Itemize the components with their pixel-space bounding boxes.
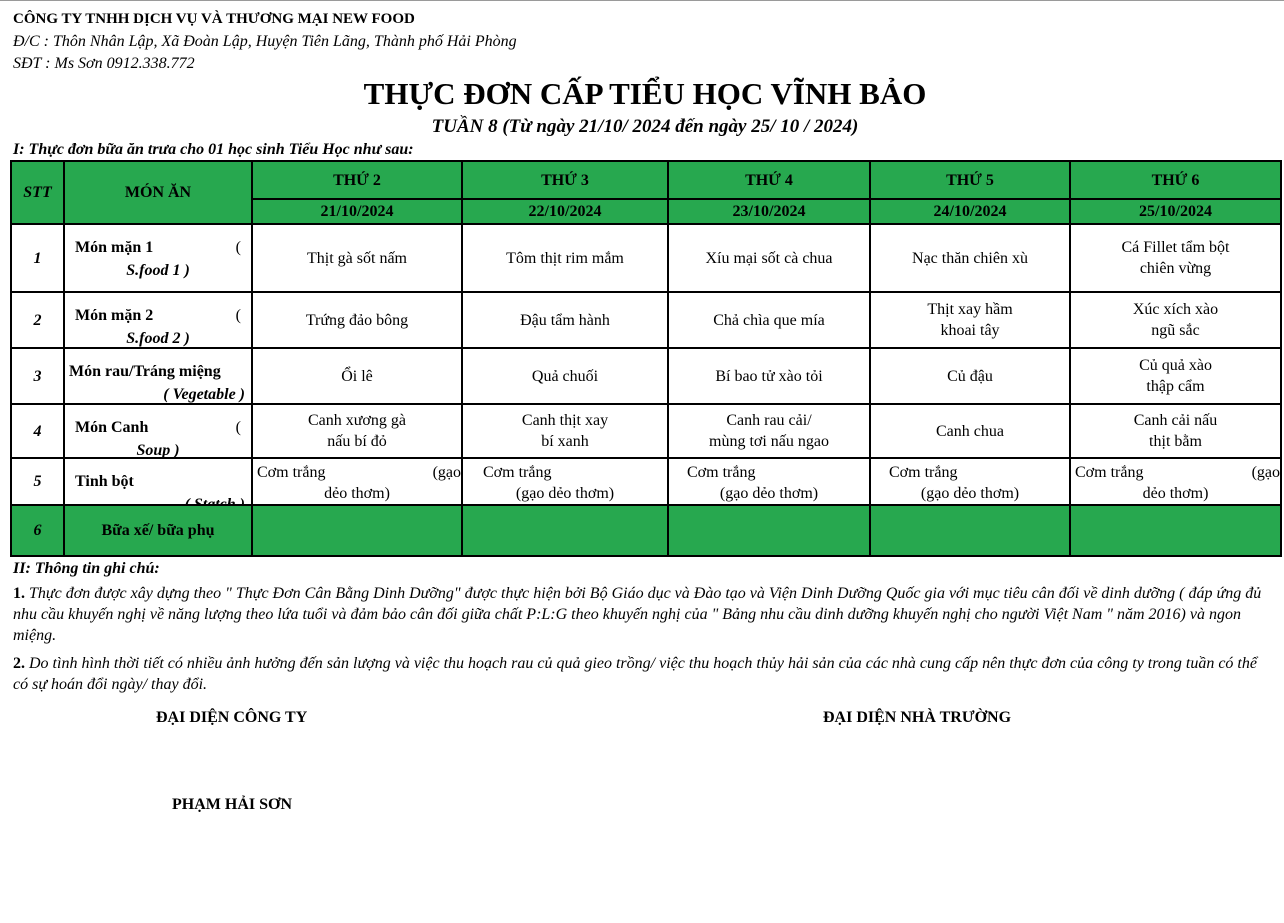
header-day-name: THỨ 3 — [462, 161, 668, 199]
menu-item-line: Cơm trắng — [483, 464, 552, 481]
row-dish-type: Bữa xế/ bữa phụ — [64, 505, 252, 556]
menu-cell — [870, 224, 1070, 292]
dish-type-english: S.food 2 ) — [126, 330, 190, 347]
menu-cell — [252, 505, 462, 556]
note-text: Thực đơn được xây dựng theo " Thực Đơn Cân Bằng Dinh Dưỡng" được thực hiện bởi Bộ Giáo dục và Đào tạo và Viện Dinh Dưỡng Quốc gia với mục tiêu cân đối về dinh dưỡng ( đáp ứng đủ nhu cầu khuyến nghị về năng lượng theo lứa tuổi và đảm bảo cân đối giữa chất P:L:G theo khuyến nghị của " Bảng nhu cầu dinh dưỡng khuyến nghị cho người Việt Nam " năm 2016) và ngon miệng. — [13, 585, 1262, 644]
note-2 — [13, 653, 1273, 695]
menu-cell — [668, 292, 870, 348]
menu-cell — [870, 348, 1070, 404]
header-day-name: THỨ 6 — [1070, 161, 1281, 199]
menu-item-line: Xúc xích xào — [1132, 301, 1219, 318]
menu-item-line: dẻo thơm) — [1142, 485, 1209, 502]
menu-item-line: (gạo dẻo thơm) — [719, 485, 819, 502]
note-number: 1. — [13, 585, 25, 602]
menu-cell — [1070, 292, 1281, 348]
menu-item-line: dẻo thơm) — [324, 485, 390, 502]
menu-item-line: chiên vừng — [1139, 260, 1212, 277]
menu-item-line: Canh cải nấu — [1133, 412, 1218, 429]
table-row — [11, 292, 1281, 348]
dish-type-label — [75, 471, 241, 492]
menu-item-line: Tôm thịt rim mắm — [506, 249, 624, 267]
menu-cell — [462, 292, 668, 348]
menu-cell — [1070, 505, 1281, 556]
menu-cell — [1070, 404, 1281, 458]
menu-item-line: (gạo dẻo thơm) — [515, 485, 615, 502]
menu-cell — [252, 404, 462, 458]
header-day-date: 22/10/2024 — [462, 199, 668, 224]
table-row — [11, 224, 1281, 292]
menu-item-line: thập cẩm — [1146, 378, 1205, 395]
menu-cell — [252, 348, 462, 404]
note-text: Do tình hình thời tiết có nhiều ảnh hưởng đến sản lượng và việc thu hoạch rau củ quả gieo trồng/ việc thu hoạch thủy hải sản của các nhà cung cấp nên thực đơn của công ty trong tuần có thể có sự hoán đổi ngày/ thay đổi. — [13, 655, 1257, 693]
menu-item-line: Canh rau cải/ — [726, 412, 812, 429]
menu-item-line: (gạo — [432, 464, 461, 481]
dish-type-name: Tinh bột — [75, 473, 134, 490]
menu-cell — [870, 292, 1070, 348]
menu-cell — [668, 348, 870, 404]
header-day-date: 23/10/2024 — [668, 199, 870, 224]
dish-type-paren: ( — [235, 239, 241, 256]
row-stt: 1 — [11, 224, 64, 292]
dish-type-label — [75, 305, 241, 326]
menu-cell — [870, 458, 1070, 505]
menu-item-line: Chả chìa que mía — [713, 311, 825, 329]
menu-item-line: Trứng đảo bông — [305, 311, 409, 329]
menu-cell — [668, 458, 870, 505]
header-day-name: THỨ 5 — [870, 161, 1070, 199]
dish-type-paren: ( — [235, 419, 241, 436]
menu-cell — [1070, 458, 1281, 505]
menu-cell — [462, 224, 668, 292]
dish-type-label — [75, 237, 241, 258]
top-border-line — [0, 0, 1284, 1]
header-day-date: 21/10/2024 — [252, 199, 462, 224]
menu-item-line: Bí bao tử xào tỏi — [715, 367, 823, 385]
menu-item-line: Cơm trắng — [257, 464, 326, 481]
row-dish-type — [64, 404, 252, 458]
menu-cell — [870, 404, 1070, 458]
section-1-heading: I: Thực đơn bữa ăn trưa cho 01 học sinh Tiểu Học như sau: — [13, 141, 414, 158]
menu-item-line: (gạo — [1251, 464, 1280, 481]
dish-type-name: Món mặn 1 — [75, 239, 154, 256]
menu-item-line: Cơm trắng — [1075, 464, 1144, 481]
menu-cell — [252, 458, 462, 505]
header-day-name: THỨ 2 — [252, 161, 462, 199]
menu-cell — [252, 292, 462, 348]
dish-type-name: Món Canh — [75, 419, 149, 436]
menu-cell — [1070, 348, 1281, 404]
section-2-heading: II: Thông tin ghi chú: — [13, 560, 160, 577]
dish-type-label — [69, 361, 241, 382]
dish-type-name: Món mặn 2 — [75, 307, 154, 324]
menu-item-line: Xíu mại sốt cà chua — [705, 249, 833, 267]
table-row — [11, 404, 1281, 458]
row-dish-type — [64, 292, 252, 348]
menu-item-line: Thịt gà sốt nấm — [307, 249, 407, 267]
menu-item-line: Đậu tẩm hành — [520, 311, 610, 329]
menu-item-line: Ổi lê — [341, 367, 373, 385]
row-dish-type — [64, 224, 252, 292]
menu-item-line: Canh chua — [936, 422, 1004, 440]
menu-cell — [462, 348, 668, 404]
table-row — [11, 348, 1281, 404]
menu-cell — [252, 224, 462, 292]
company-phone: SĐT : Ms Sơn 0912.338.772 — [13, 55, 195, 72]
menu-item-line: Cá Fillet tẩm bột — [1121, 239, 1230, 256]
header-stt: STT — [11, 161, 64, 224]
header-day-date: 24/10/2024 — [870, 199, 1070, 224]
dish-type-paren: ( — [235, 307, 241, 324]
menu-item-line: Củ đậu — [947, 367, 993, 385]
company-name: CÔNG TY TNHH DỊCH VỤ VÀ THƯƠNG MẠI NEW FOOD — [13, 11, 415, 27]
menu-item-line: Thịt xay hầm — [927, 301, 1013, 318]
menu-cell — [462, 404, 668, 458]
menu-item-line: Quả chuối — [531, 367, 599, 385]
menu-cell — [1070, 224, 1281, 292]
menu-item-line: Canh xương gà — [307, 412, 406, 429]
menu-item-line: nấu bí đỏ — [327, 433, 387, 450]
menu-cell — [668, 224, 870, 292]
dish-type-name: Món rau/Tráng miệng — [69, 363, 221, 380]
menu-cell — [668, 505, 870, 556]
menu-body — [11, 224, 1281, 556]
row-stt: 3 — [11, 348, 64, 404]
menu-item-line: Củ quả xào — [1139, 357, 1212, 374]
dish-type-label — [75, 417, 241, 438]
menu-title: THỰC ĐƠN CẤP TIỂU HỌC VĨNH BẢO — [363, 76, 927, 111]
menu-item-line: mùng tơi nấu ngao — [709, 433, 829, 450]
table-row — [11, 458, 1281, 505]
row-stt: 6 — [11, 505, 64, 556]
row-stt: 2 — [11, 292, 64, 348]
dish-type-english: ( Vegetable ) — [163, 386, 245, 403]
menu-item-line: Cơm trắng — [889, 464, 958, 481]
menu-cell — [462, 505, 668, 556]
dish-type-english: Soup ) — [136, 442, 180, 459]
menu-item-line: Nạc thăn chiên xù — [912, 249, 1028, 267]
row-dish-type — [64, 458, 252, 505]
header-day-date: 25/10/2024 — [1070, 199, 1281, 224]
company-representative-label: ĐẠI DIỆN CÔNG TY — [156, 709, 308, 726]
menu-item-line: ngũ sắc — [1151, 322, 1200, 339]
menu-item-line: bí xanh — [541, 433, 589, 450]
table-row — [11, 505, 1281, 556]
header-dish: MÓN ĂN — [64, 161, 252, 224]
menu-item-line: (gạo dẻo thơm) — [920, 485, 1020, 502]
menu-table — [10, 160, 1282, 557]
menu-item-line: Canh thịt xay — [521, 412, 609, 429]
school-representative-label: ĐẠI DIỆN NHÀ TRƯỜNG — [823, 709, 1012, 726]
menu-item-line: thịt bằm — [1149, 433, 1202, 450]
menu-item-line: khoai tây — [940, 322, 1000, 339]
row-dish-type — [64, 348, 252, 404]
company-signer-name: PHẠM HẢI SƠN — [172, 796, 292, 813]
company-address: Đ/C : Thôn Nhân Lập, Xã Đoàn Lập, Huyện Tiên Lãng, Thành phố Hải Phòng — [13, 33, 517, 50]
header-day-name: THỨ 4 — [668, 161, 870, 199]
dish-type-english: S.food 1 ) — [126, 262, 190, 279]
menu-cell — [870, 505, 1070, 556]
menu-item-line: Cơm trắng — [687, 464, 756, 481]
row-stt: 4 — [11, 404, 64, 458]
menu-cell — [462, 458, 668, 505]
menu-cell — [668, 404, 870, 458]
note-1 — [13, 583, 1273, 646]
note-number: 2. — [13, 655, 25, 672]
row-stt: 5 — [11, 458, 64, 505]
menu-week-subtitle: TUẦN 8 (Từ ngày 21/10/ 2024 đến ngày 25/ 10 / 2024) — [431, 116, 859, 137]
